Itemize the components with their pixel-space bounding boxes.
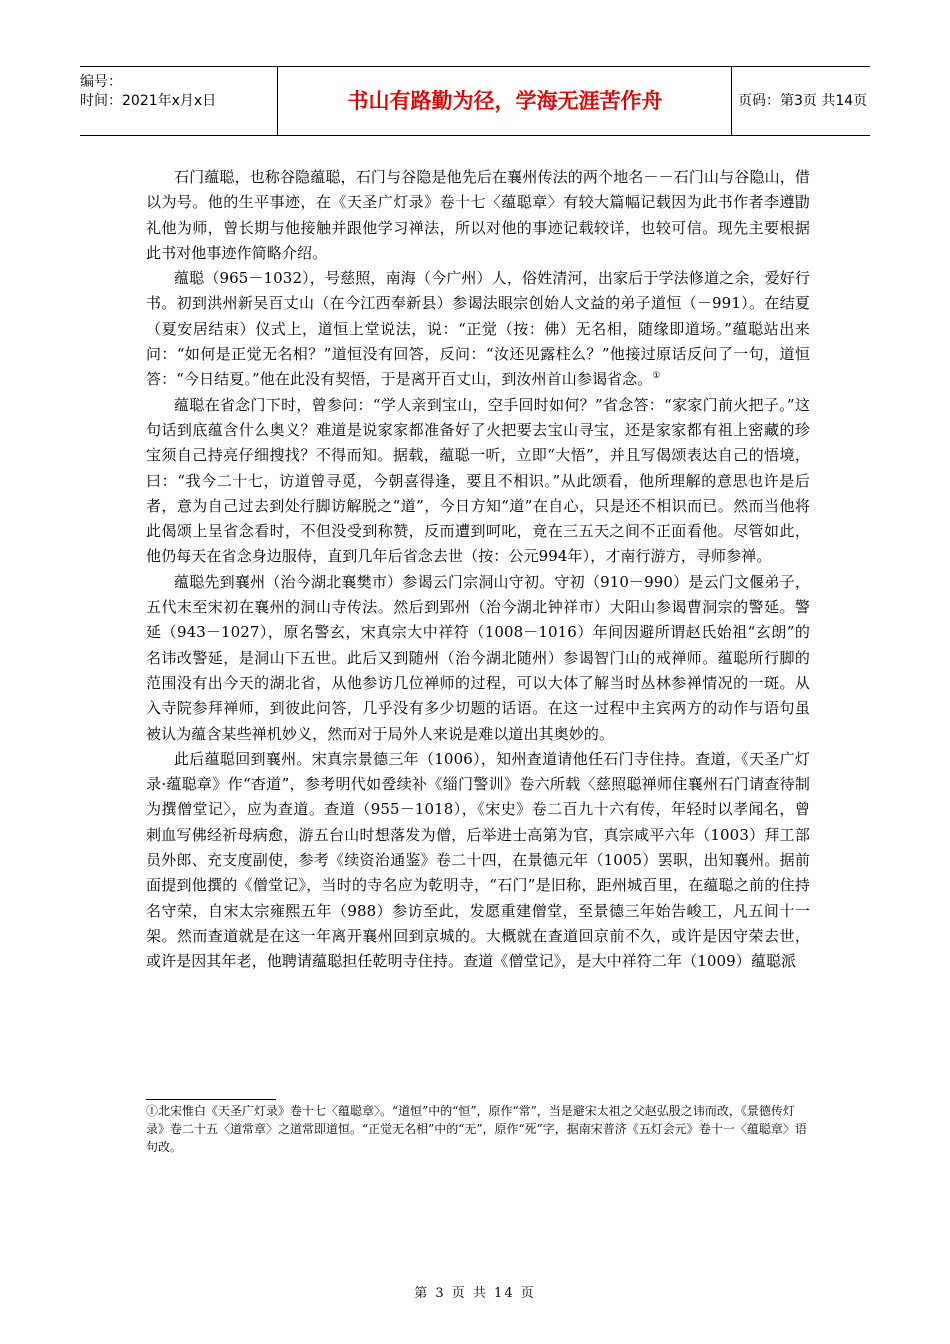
body-text [146, 165, 810, 975]
header-page-info: 页码：第3页 共14页 [738, 93, 868, 109]
paragraph: 蕴聪在省念门下时，曾参问：“学人亲到宝山，空手回时如何？”省念答：“家家门前火把子。”这句话到底蕴含什么奥义？难道是说家家都准备好了火把要去宝山寻宝，还是家家都有祖上密藏的珍宝须自己持亮仔细搜找？不得而知。据载，蕴聪一听，立即“大悟”，并且写偈颂表达自己的悟境，曰：“我今二十七，访道曾寻觅，今朝喜得逢，要且不相识。”从此颂看，他所理解的意思也许是后者，意为自己过去到处行脚访解脱之“道”，今日方知“道”在自心，只是还不相识而已。然而当他将此偈颂上呈省念看时，不但没受到称赞，反而遭到呵叱，竟在三五天之间不正面看他。尽管如此，他仍每天在省念身边服侍，直到几年后省念去世（按：公元994年），才南行游方，寻师参禅。 [146, 395, 810, 566]
footnote-text: ①北宋惟白《天圣广灯录》卷十七〈蕴聪章〉。“道恒”中的“恒”，原作“常”，当是避宋太祖之父赵弘殷之讳而改，《景德传灯录》卷二十五〈道常章〉之道常即道恒。“正觉无名相”中的“无”，原作“死”字，据南宋普济《五灯会元》卷十一〈蕴聪章〉语句改。 [146, 1104, 807, 1154]
page-footer: 第 3 页 共 14 页 [414, 1286, 536, 1301]
serial-label: 编号： [80, 74, 122, 90]
footnote-divider [146, 1099, 276, 1100]
footnote [146, 1102, 810, 1156]
paragraph: 蕴聪先到襄州（治今湖北襄樊市）参谒云门宗洞山守初。守初（910－990）是云门文偃弟子，五代末至宋初在襄州的洞山寺传法。然后到郢州（治今湖北钟祥市）大阳山参谒曹洞宗的警延。警延（943－1027），原名警玄，宋真宗大中祥符（1008－1016）年间因避所谓赵氏始祖“玄朗”的名讳改警延，是洞山下五世。此后又到随州（治今湖北随州）参谒智门山的戒禅师。蕴聪所行脚的范围没有出今天的湖北省，从他参访几位禅师的过程，可以大体了解当时丛林参禅情况的一斑。从入寺院参拜禅师，到彼此问答，几乎没有多少切题的话语。在这一过程中主宾两方的动作与语句虽被认为蕴含某些禅机妙义，然而对于局外人来说是难以道出其奥妙的。 [146, 572, 810, 743]
header-table [80, 66, 870, 136]
paragraph [146, 266, 810, 392]
footnote-reference[interactable]: ① [652, 371, 661, 382]
header-motto: 书山有路勤为径，学海无涯苦作舟 [279, 67, 732, 135]
paragraph: 石门蕴聪，也称谷隐蕴聪，石门与谷隐是他先后在襄州传法的两个地名－－石门山与谷隐山，借以为号。他的生平事迹，在《天圣广灯录》卷十七〈蕴聪章〉有较大篇幅记载因为此书作者李遵勖礼他为师，曾长期与他接触并跟他学习禅法，所以对他的事迹记载较详，也较可信。现先主要根据此书对他事迹作简略介绍。 [146, 168, 810, 262]
time-label: 时间：2021年x月x日 [80, 93, 217, 109]
paragraph-text: 蕴聪（965－1032），号慈照，南海（今广州）人，俗姓清河，出家后于学法修道之余，爱好行书。初到洪州新吴百丈山（在今江西奉新县）参谒法眼宗创始人文益的弟子道恒（－991）。在结夏（夏安居结束）仪式上，道恒上堂说法，说：“正觉（按：佛）无名相，随缘即道场。”蕴聪站出来问：“如何是正觉无名相？”道恒没有回答，反问：“汝还见露柱么？”他接过原话反问了一句，道恒答：“今日结夏。”他在此没有契悟，于是离开百丈山，到汝州首山参谒省念。 [146, 269, 810, 389]
paragraph: 此后蕴聪回到襄州。宋真宗景德三年（1006），知州查道请他任石门寺住持。查道，《天圣广灯录·蕴聪章》作“杳道”，参考明代如卺续补《缁门警训》卷六所载〈慈照聪禅师住襄州石门请查待制为撰僧堂记〉，应为查道。查道（955－1018），《宋史》卷二百九十六有传，年轻时以孝闻名，曾刺血写佛经祈母病愈，游五台山时想落发为僧，后举进士高第为官，真宗咸平六年（1003）拜工部员外郎、充支度副使，参考《续资治通鉴》卷二十四，在景德元年（1005）罢职，出知襄州。据前面提到他撰的《僧堂记》，当时的寺名应为乾明寺，“石门”是旧称，距州城百里，在蕴聪之前的住持名守荣，自宋太宗雍熙五年（988）参访至此，发愿重建僧堂，至景德三年始告峻工，凡五间十一架。然而查道就是在这一年离开襄州回到京城的。大概就在查道回京前不久，或许是因守荣去世，或许是因其年老，他聘请蕴聪担任乾明寺住持。查道《僧堂记》，是大中祥符二年（1009）蕴聪派 [146, 749, 810, 971]
header-meta [80, 67, 278, 135]
